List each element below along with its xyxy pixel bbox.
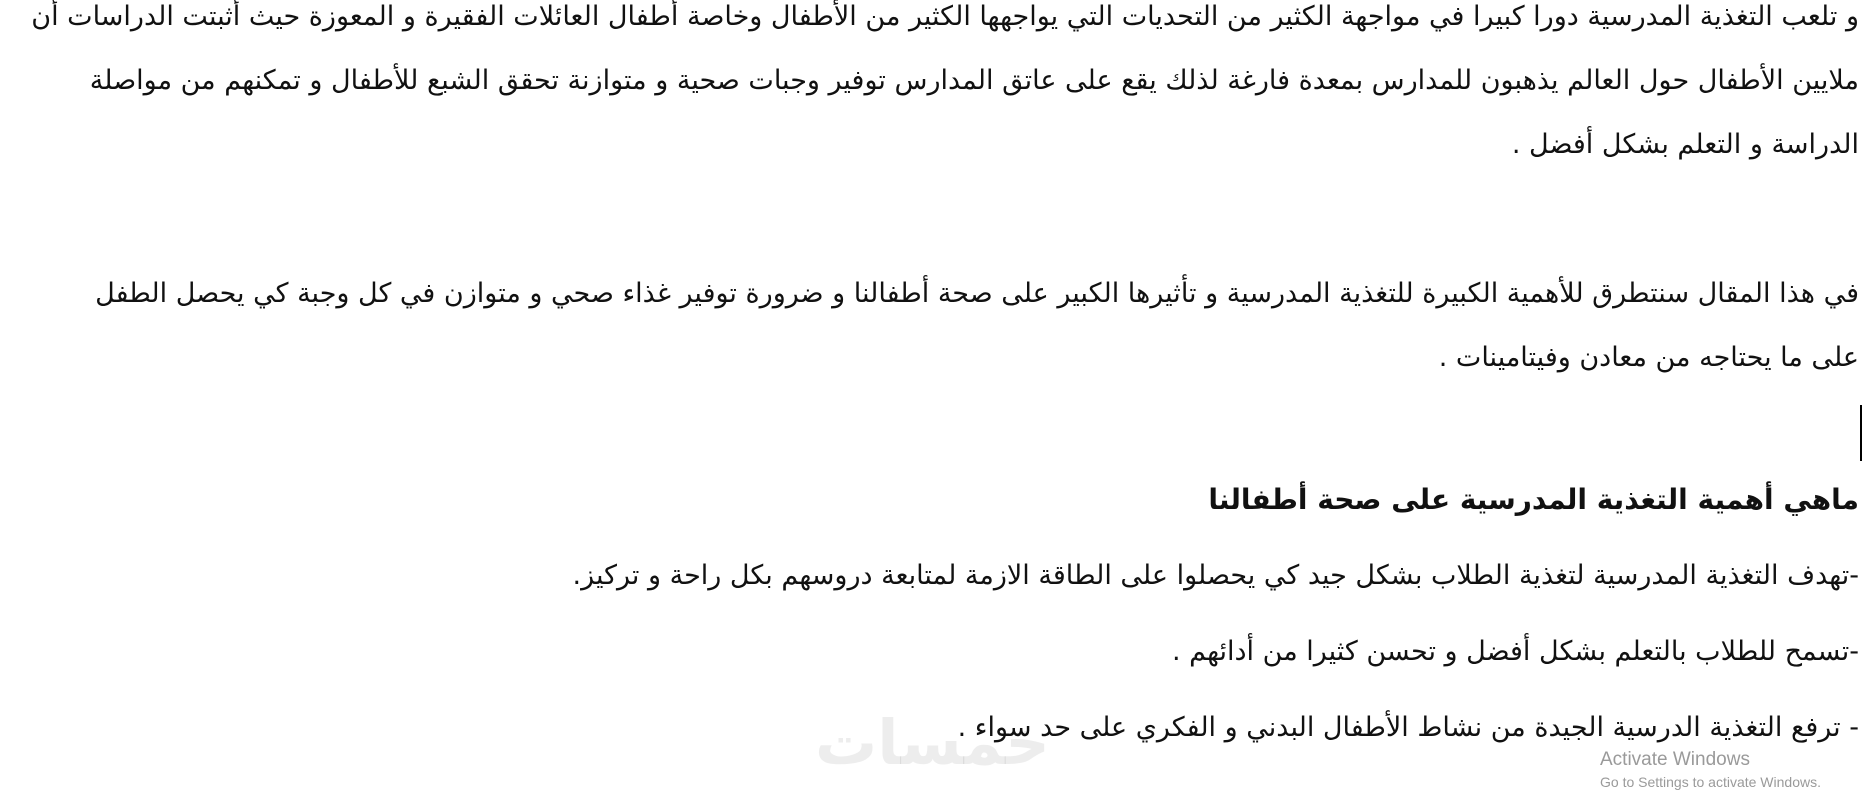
khamsat-watermark-logo: خمسات [815, 706, 1050, 779]
activate-windows-notice [1600, 748, 1821, 792]
list-item: - ترفع التغذية الدرسية الجيدة من نشاط الأطفال البدني و الفكري على حد سواء . [957, 712, 1859, 743]
list-item: -تهدف التغذية المدرسية لتغذية الطلاب بشكل جيد كي يحصلوا على الطاقة الازمة لمتابعة دروسهم بكل راحة و تركيز. [572, 560, 1859, 591]
section-heading: ماهي أهمية التغذية المدرسية على صحة أطفالنا [1208, 483, 1859, 516]
text-cursor [1860, 405, 1862, 461]
list-item: -تسمح للطلاب بالتعلم بشكل أفضل و تحسن كثيرا من أدائهم . [1171, 636, 1859, 667]
intro-paragraph: و تلعب التغذية المدرسية دورا كبيرا في مواجهة الكثير من التحديات التي يواجهها الكثير من الأطفال وخاصة أطفال العائلات الفقيرة و المعوزة حيث أثبتت الدراسات أن ملايين الأطفال حول العالم يذهبون للمدارس بمعدة فارغة لذلك يقع على عاتق المدارس توفير وجبات صحية و متوازنة تحقق الشبع للأطفال و تمكنهم من مواصلة الدراسة و التعلم بشكل أفضل . [31, 1, 1859, 160]
activate-windows-subtitle: Go to Settings to activate Windows. [1600, 774, 1821, 790]
activate-windows-title: Activate Windows [1600, 749, 1750, 770]
article-intro-paragraph: في هذا المقال سنتطرق للأهمية الكبيرة للتغذية المدرسية و تأثيرها الكبير على صحة أطفالنا و ضرورة توفير غذاء صحي و متوازن في كل وجبة كي يحصل الطفل على ما يحتاجه من معادن وفيتامينات . [95, 278, 1859, 373]
